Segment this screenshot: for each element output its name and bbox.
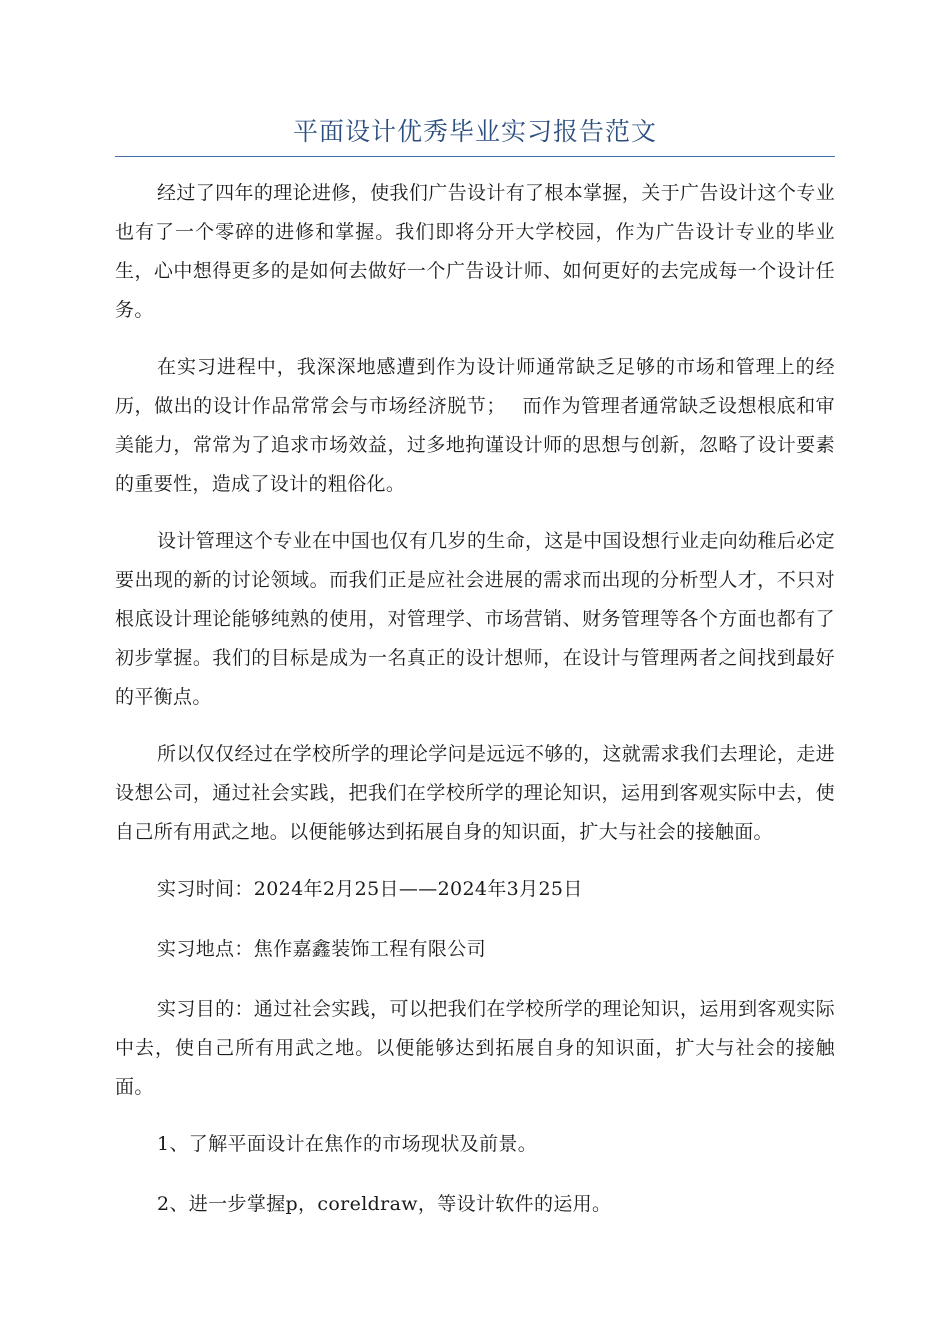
list-item-1: 1、了解平面设计在焦作的市场现状及前景。 xyxy=(157,1133,538,1155)
paragraph-design-management: 设计管理这个专业在中国也仅有几岁的生命，这是中国设想行业走向幼稚后必定要出现的新的讨论领域。而我们正是应社会进展的需求而出现的分析型人才，不只对根底设计理论能够纯熟的使用，对管理学、市场营销、财务管理等各个方面也都有了初步掌握。我们的目标是成为一名真正的设计想师，在设计与管理两者之间找到最好的平衡点。 xyxy=(115,530,835,708)
title-block xyxy=(115,112,835,157)
paragraph-internship-purpose: 实习目的：通过社会实践，可以把我们在学校所学的理论知识，运用到客观实际中去，使自己所有用武之地。以便能够达到拓展自身的知识面，扩大与社会的接触面。 xyxy=(115,998,835,1098)
paragraph-intro: 经过了四年的理论进修，使我们广告设计有了根本掌握，关于广告设计这个专业也有了一个零碎的进修和掌握。我们即将分开大学校园，作为广告设计专业的毕业生，心中想得更多的是如何去做好一个广告设计师、如何更好的去完成每一个设计任务。 xyxy=(115,182,835,321)
paragraph-internship-time: 实习时间：2024年2月25日——2024年3月25日 xyxy=(157,878,583,900)
paragraph-internship-location: 实习地点：焦作嘉鑫装饰工程有限公司 xyxy=(157,938,486,960)
paragraph-internship-process: 在实习进程中，我深深地感遭到作为设计师通常缺乏足够的市场和管理上的经历，做出的设计作品常常会与市场经济脱节； 而作为管理者通常缺乏设想根底和审美能力，常常为了追求市场效益，过多地拘谨设计师的思想与创新，忽略了设计要素的重要性，造成了设计的粗俗化。 xyxy=(115,356,835,495)
paragraph-practice: 所以仅仅经过在学校所学的理论学问是远远不够的，这就需求我们去理论，走进设想公司，通过社会实践，把我们在学校所学的理论知识，运用到客观实际中去，使自己所有用武之地。以便能够达到拓展自身的知识面，扩大与社会的接触面。 xyxy=(115,743,835,843)
document-title: 平面设计优秀毕业实习报告范文 xyxy=(292,117,657,146)
list-item-2: 2、进一步掌握p，coreldraw，等设计软件的运用。 xyxy=(157,1193,612,1215)
document-body xyxy=(115,174,835,1245)
